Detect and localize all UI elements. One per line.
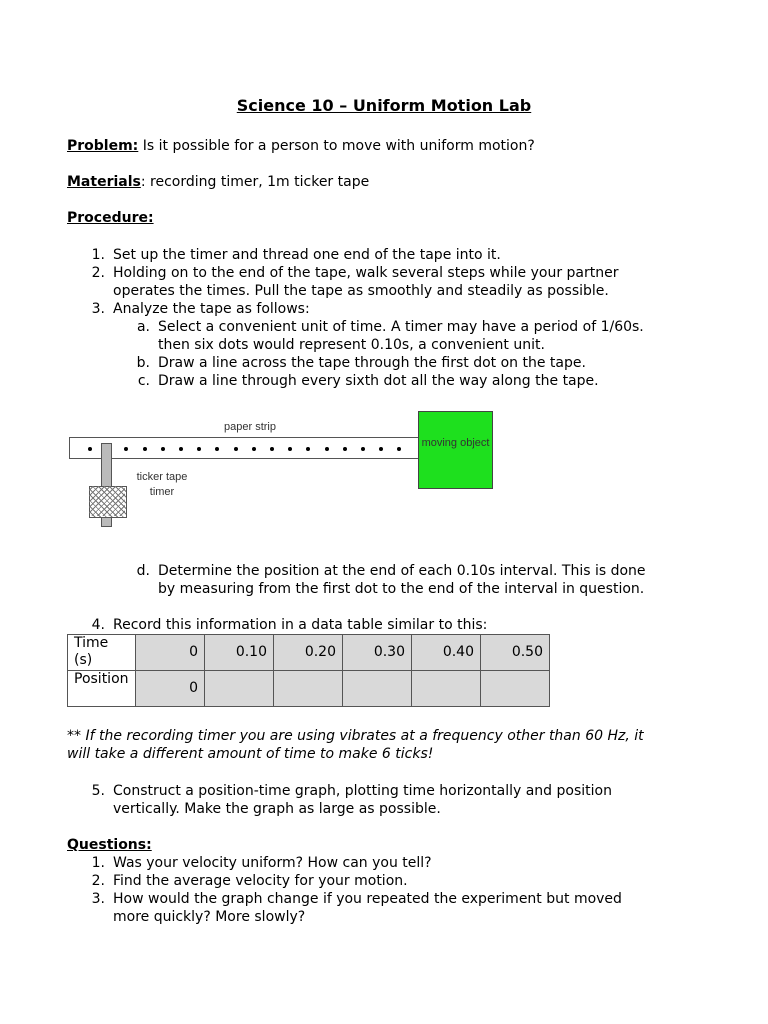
table-cell: 0.50 <box>481 635 550 671</box>
tape-dot <box>270 447 274 451</box>
tape-dot <box>343 447 347 451</box>
question-text: Was your velocity uniform? How can you tell? <box>113 855 432 871</box>
tape-dot <box>361 447 365 451</box>
question-number: 1. <box>91 855 105 871</box>
frequency-note: will take a different amount of time to make 6 ticks! <box>67 746 434 762</box>
question-number: 2. <box>91 873 105 889</box>
materials-text: : recording timer, 1m ticker tape <box>140 174 370 190</box>
substep-letter: d. <box>136 563 150 579</box>
step-number: 3. <box>91 301 105 317</box>
tape-dot <box>234 447 238 451</box>
materials-label: Materials <box>67 174 141 190</box>
moving-object-label: moving object <box>421 437 490 449</box>
tape-dot <box>325 447 329 451</box>
table-cell <box>343 671 412 707</box>
substep-text: then six dots would represent 0.10s, a convenient unit. <box>158 337 545 353</box>
table-cell: 0 <box>136 635 205 671</box>
procedure-heading: Procedure: <box>67 210 154 226</box>
step-number: 2. <box>91 265 105 281</box>
table-cell <box>481 671 550 707</box>
paper-strip <box>69 437 422 459</box>
question-text: more quickly? More slowly? <box>113 909 306 925</box>
step-number: 5. <box>91 783 105 799</box>
substep-text: Draw a line through every sixth dot all the way along the tape. <box>158 373 599 389</box>
step-number: 4. <box>91 617 105 633</box>
step-text: Holding on to the end of the tape, walk several steps while your partner <box>113 265 619 281</box>
question-text: Find the average velocity for your motion. <box>113 873 408 889</box>
substep-text: Draw a line across the tape through the first dot on the tape. <box>158 355 586 371</box>
step-text: Set up the timer and thread one end of the tape into it. <box>113 247 501 263</box>
question-text: How would the graph change if you repeated the experiment but moved <box>113 891 622 907</box>
problem-text: Is it possible for a person to move with uniform motion? <box>138 138 535 154</box>
ticker-tape-diagram <box>67 407 497 527</box>
table-cell <box>412 671 481 707</box>
step-text: operates the times. Pull the tape as smoothly and steadily as possible. <box>113 283 609 299</box>
table-cell: 0.20 <box>274 635 343 671</box>
problem-line <box>67 137 535 155</box>
question-number: 3. <box>91 891 105 907</box>
table-row-header: Position <box>68 671 136 707</box>
tape-dot <box>161 447 165 451</box>
frequency-note: ** If the recording timer you are using vibrates at a frequency other than 60 Hz, it <box>67 728 644 744</box>
substep-text: by measuring from the first dot to the end of the interval in question. <box>158 581 645 597</box>
table-row <box>68 671 550 707</box>
step-text: Analyze the tape as follows: <box>113 301 310 317</box>
data-table <box>67 634 550 707</box>
page-title: Science 10 – Uniform Motion Lab <box>236 96 532 115</box>
tape-dot <box>88 447 92 451</box>
questions-heading: Questions: <box>67 837 152 853</box>
tape-dot <box>143 447 147 451</box>
table-cell: 0 <box>136 671 205 707</box>
substep-text: Select a convenient unit of time. A timer may have a period of 1/60s. <box>158 319 644 335</box>
substep-letter: c. <box>137 373 150 389</box>
step-text: Construct a position-time graph, plotting time horizontally and position <box>113 783 612 799</box>
step-text: vertically. Make the graph as large as possible. <box>113 801 441 817</box>
table-cell: 0.40 <box>412 635 481 671</box>
paper-strip-label: paper strip <box>224 421 276 433</box>
step-text: Record this information in a data table similar to this: <box>113 617 488 633</box>
substep-letter: a. <box>136 319 150 335</box>
step-number: 1. <box>91 247 105 263</box>
tape-dot <box>252 447 256 451</box>
table-cell: 0.10 <box>205 635 274 671</box>
timer-body-hatch <box>89 486 125 516</box>
table-cell <box>274 671 343 707</box>
tape-dot <box>179 447 183 451</box>
table-cell <box>205 671 274 707</box>
substep-text: Determine the position at the end of each 0.10s interval. This is done <box>158 563 646 579</box>
timer-label: ticker tape timer <box>136 471 188 498</box>
table-row <box>68 635 550 671</box>
substep-letter: b. <box>136 355 150 371</box>
table-row-header: Time (s) <box>68 635 136 671</box>
problem-label: Problem: <box>67 138 139 154</box>
table-cell: 0.30 <box>343 635 412 671</box>
materials-line <box>67 173 369 191</box>
moving-object <box>418 411 493 489</box>
